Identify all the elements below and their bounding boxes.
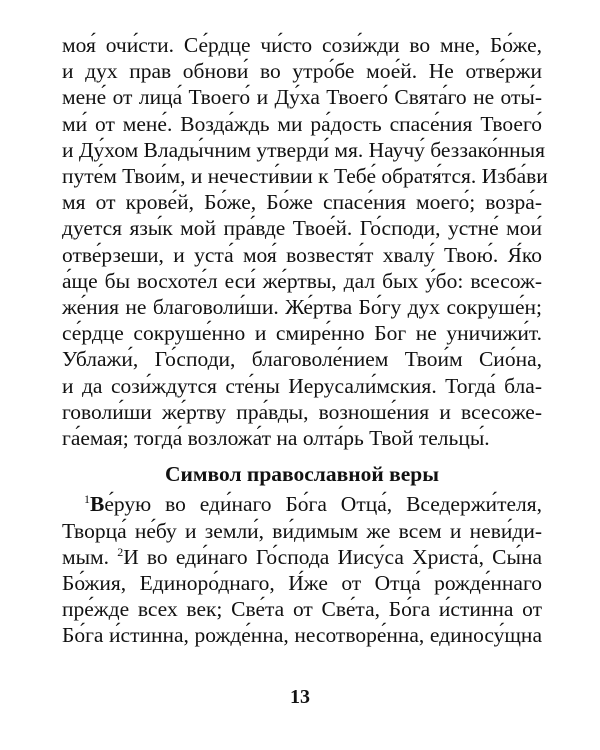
psalm-line-1: моя́ очи́сти. Се́рдце чи́сто сози́жди во мне, Бо́же, <box>62 33 542 57</box>
verse-number-2: 2 <box>117 544 124 559</box>
creed-line-3 <box>62 544 542 570</box>
psalm-line-9: отве́рзеши, и уста́ моя́ возвестя́т хвалу́ Твою́. Я́ко <box>62 242 542 267</box>
psalm-line-13: Ублажи́, Го́споди, благоволе́нием Твои́м Сио́на, <box>62 347 542 372</box>
creed-line-3-start: мым. <box>62 544 118 569</box>
verse-number-1: 1 <box>84 492 90 507</box>
creed-line-1-text: е́рую во еди́наго Бо́га Отца́, Вседержи́теля, <box>104 492 542 517</box>
psalm-line-6: путе́м Твои́м, и нечести́вии к Тебе́ обратя́тся. Изба́ви <box>62 164 548 188</box>
psalm-line-15: говоли́ши же́ртву пра́вды, возноше́ния и всесоже- <box>62 399 542 424</box>
creed-line-3-text: И во еди́наго Го́спода Иису́са Христа́, Сы́на <box>123 544 542 569</box>
creed-line-5: пре́жде всех век; Све́та от Све́та, Бо́га и́стинна от <box>62 597 542 622</box>
creed-heading: Символ православной веры <box>165 462 439 487</box>
creed-line-1 <box>84 491 542 517</box>
psalm-line-5: и Ду́хом Влады́чним утверди́ мя. Научу́ беззако́нныя <box>62 137 545 162</box>
psalm-line-11: же́ния не благоволи́ши. Же́ртва Бо́гу дух сокруше́н; <box>62 295 542 319</box>
creed-line-6: Бо́га и́стинна, рожде́нна, несотворе́нна, единосу́щна <box>62 623 542 648</box>
psalm-line-10: а́ще бы восхоте́л еси́ же́ртвы, дал бых у́бо: всесож- <box>62 268 542 293</box>
psalm-line-12: се́рдце сокруше́нно и смире́нно Бог не уничижи́т. <box>62 321 542 346</box>
creed-line-4: Бо́жия, Единоро́днаго, И́же от Отца́ рожде́ннаго <box>62 571 542 595</box>
psalm-line-7: мя от крове́й, Бо́же, Бо́же спасе́ния моего́; возра́- <box>62 190 542 215</box>
psalm-line-8: дуется язы́к мой пра́вде Твое́й. Го́споди, устне́ мои́ <box>62 216 542 241</box>
drop-initial: В <box>90 492 105 517</box>
psalm-line-2: и дух прав обнови́ во утро́бе мое́й. Не отве́ржи <box>62 59 542 84</box>
creed-line-2: Творца́ не́бу и земли́, ви́димым же всем и неви́ди- <box>62 518 542 543</box>
psalm-line-14: и да сози́ждутся сте́ны Иерусали́мския. Тогда́ бла- <box>62 373 542 398</box>
page-number: 13 <box>290 686 310 708</box>
psalm-line-16: га́емая; тогда́ возложа́т на олта́рь Твой тельцы́. <box>62 426 490 450</box>
psalm-line-4: ми́ от мене́. Возда́ждь ми ра́дость спасе́ния Твоего́ <box>62 111 542 136</box>
psalm-line-3: мене́ от лица́ Твоего́ и Ду́ха Твоего́ Свята́го не оты́- <box>62 85 542 110</box>
